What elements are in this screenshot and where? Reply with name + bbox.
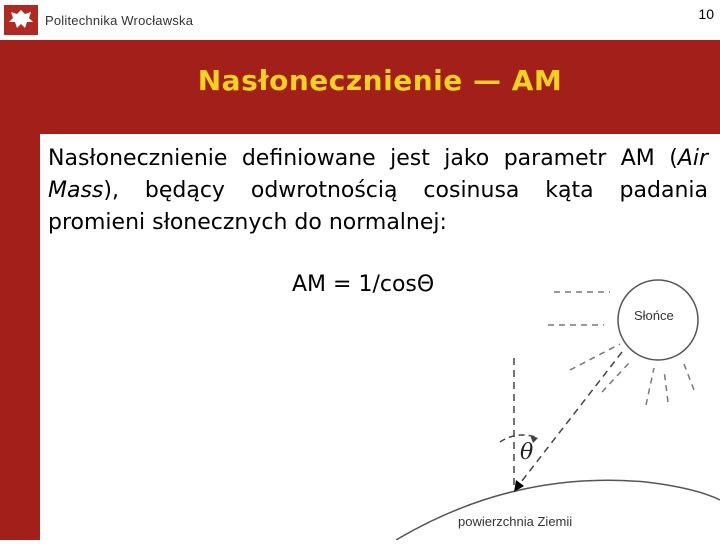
university-logo — [3, 3, 193, 37]
angle-label: θ — [520, 440, 534, 465]
body-text-start: Nasłonecznienie definiowane jest jako parametr AM ( — [48, 146, 678, 171]
sun-label: Słońce — [634, 308, 674, 323]
slide-title: Nasłonecznienie — AM — [197, 64, 563, 97]
institution-name: Politechnika Wrocławska — [45, 12, 194, 28]
earth-surface-arc — [396, 480, 720, 540]
eagle-crest-icon — [3, 4, 39, 36]
am-formula: AM = 1/cosΘ — [292, 272, 435, 297]
body-paragraph — [48, 143, 708, 239]
title-band — [40, 40, 720, 134]
surface-label: powierzchnia Ziemii — [458, 514, 573, 529]
air-mass-diagram — [396, 270, 720, 540]
left-brand-bar — [0, 40, 40, 540]
body-text-italic: Air Mass — [48, 146, 708, 203]
body-text-end: ), będący odwrotnością cosinusa kąta padania promieni słonecznych do normalnej: — [48, 178, 708, 235]
incident-ray — [518, 352, 622, 486]
page-number: 10 — [698, 6, 714, 22]
